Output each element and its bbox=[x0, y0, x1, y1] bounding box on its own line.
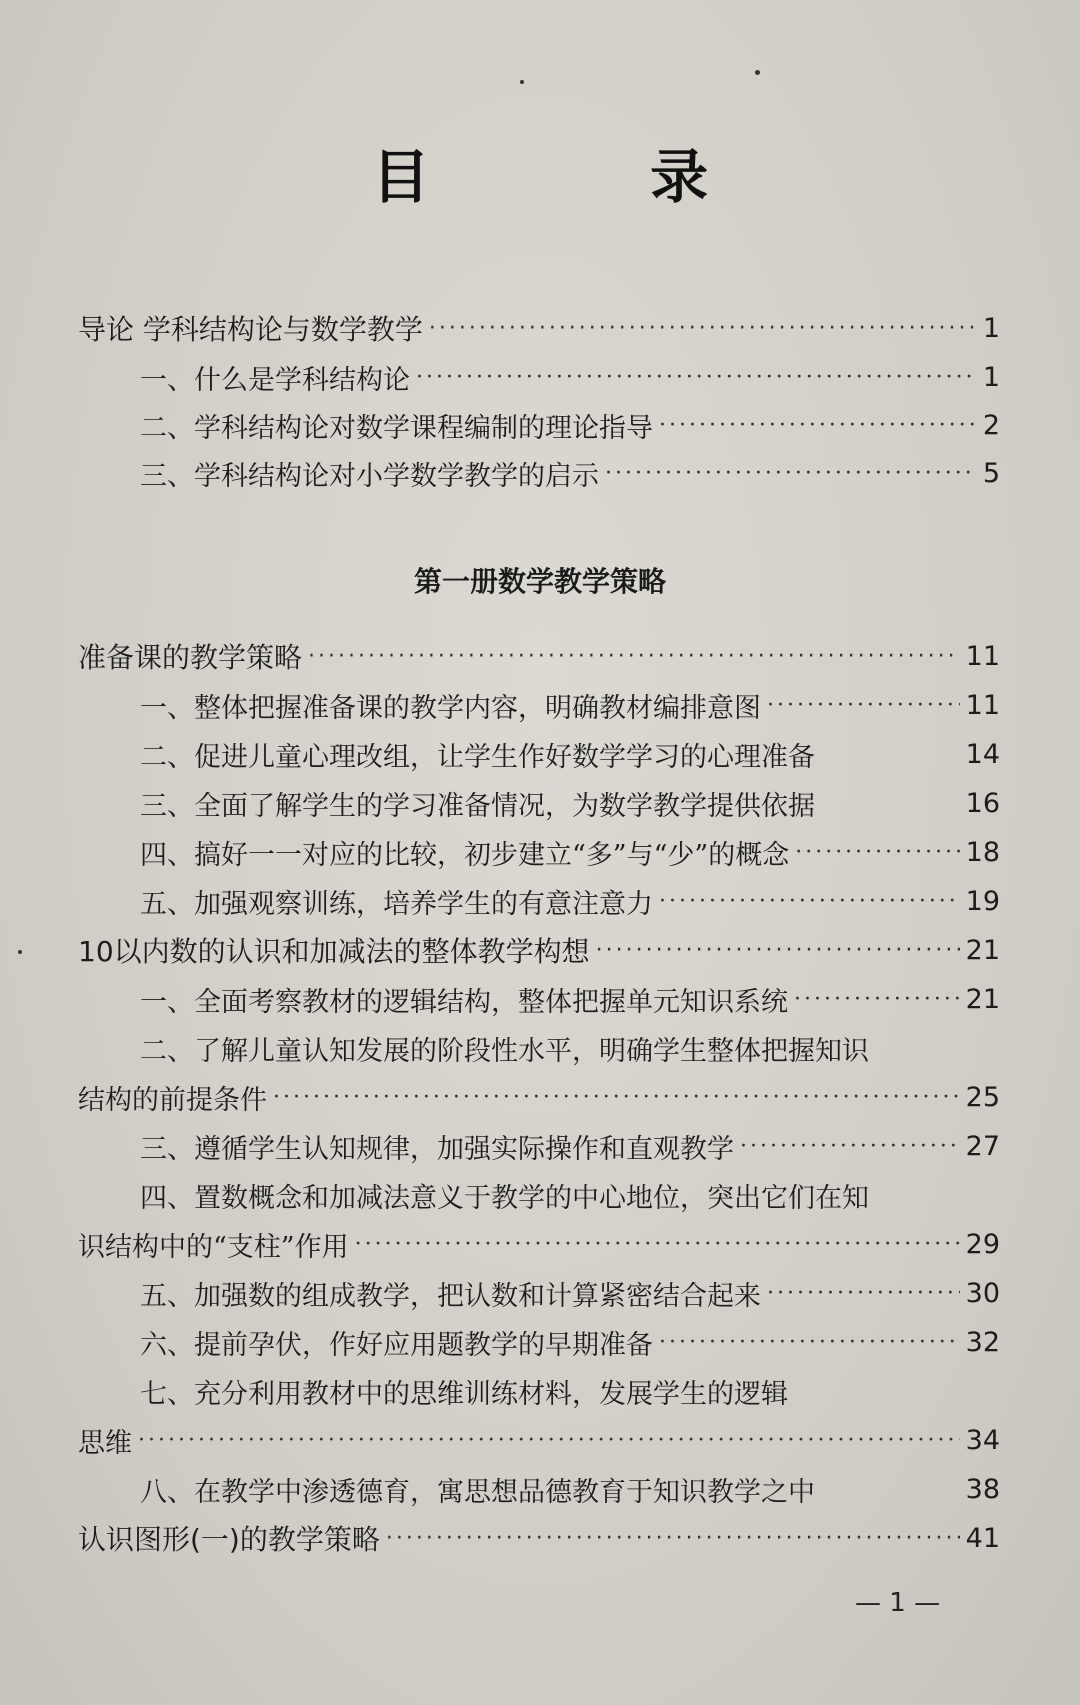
toc-entry-page: 1 bbox=[982, 361, 1000, 393]
toc-entry-page: 11 bbox=[965, 640, 1000, 672]
toc-entry-text: 一、全面考察教材的逻辑结构，整体把握单元知识系统 bbox=[140, 986, 788, 1018]
leader-dots bbox=[355, 1232, 960, 1257]
leader-dots bbox=[429, 316, 977, 341]
leader-dots bbox=[795, 840, 959, 865]
toc-entry-text: 二、了解儿童认知发展的阶段性水平，明确学生整体把握知识 bbox=[140, 1035, 869, 1067]
toc-entry-text: 二、学科结构论对数学课程编制的理论指导 bbox=[140, 412, 653, 444]
toc-entry-chapter bbox=[78, 928, 1000, 972]
toc-entry bbox=[78, 683, 1000, 727]
leader-dots bbox=[659, 413, 977, 438]
toc-entry bbox=[78, 1271, 1000, 1315]
toc-entry-page: 5 bbox=[982, 457, 1000, 489]
part-heading: 第一册数学教学策略 bbox=[413, 565, 666, 598]
toc-entry-page: 21 bbox=[965, 983, 1000, 1015]
toc-entry-text: 七、充分利用教材中的思维训练材料，发展学生的逻辑 bbox=[140, 1378, 788, 1410]
toc-entry-text: 识结构中的“支柱”作用 bbox=[78, 1231, 349, 1263]
toc-entry-text: 10以内数的认识和加减法的整体教学构想 bbox=[78, 935, 590, 968]
toc-entry-page: 41 bbox=[965, 1522, 1000, 1554]
toc-entry-text: 四、置数概念和加减法意义于教学的中心地位，突出它们在知 bbox=[140, 1182, 869, 1214]
leader-dots bbox=[605, 461, 977, 486]
toc-entry bbox=[78, 1124, 1000, 1168]
print-speck bbox=[755, 70, 760, 75]
toc-entry bbox=[78, 403, 1000, 447]
toc-entry-wrap-start bbox=[78, 1173, 1000, 1217]
toc-entry-text: 导论 学科结构论与数学教学 bbox=[78, 313, 423, 346]
toc-entry bbox=[78, 977, 1000, 1021]
toc-entry-text: 一、整体把握准备课的教学内容，明确教材编排意图 bbox=[140, 692, 761, 724]
toc-entry-text: 三、学科结构论对小学数学教学的启示 bbox=[140, 460, 599, 492]
toc-entry-page: 32 bbox=[965, 1326, 1000, 1358]
toc-entry-page: 21 bbox=[965, 934, 1000, 966]
toc-entry-text: 八、在教学中渗透德育，寓思想品德教育于知识教学之中 bbox=[140, 1476, 815, 1508]
toc-entry-page: 1 bbox=[982, 312, 1000, 344]
leader-dots bbox=[596, 938, 960, 963]
toc-entry-chapter bbox=[78, 1516, 1000, 1560]
toc-entry bbox=[78, 879, 1000, 923]
leader-dots bbox=[794, 987, 960, 1012]
toc-entry-text: 二、促进儿童心理改组，让学生作好数学学习的心理准备 bbox=[140, 741, 815, 773]
toc-entry-text: 六、提前孕伏，作好应用题教学的早期准备 bbox=[140, 1329, 653, 1361]
toc-entry-wrap-end bbox=[78, 1222, 1000, 1266]
toc-entry bbox=[78, 732, 1000, 776]
toc-entry-page: 16 bbox=[965, 787, 1000, 819]
toc-entry-page: 27 bbox=[965, 1130, 1000, 1162]
toc-entry-text: 结构的前提条件 bbox=[78, 1084, 267, 1116]
leader-dots bbox=[386, 1526, 960, 1551]
toc-entry bbox=[78, 355, 1000, 399]
toc-entry-page: 38 bbox=[965, 1473, 1000, 1505]
toc-entry-text: 四、搞好一一对应的比较，初步建立“多”与“少”的概念 bbox=[140, 839, 790, 871]
toc-entry-intro bbox=[78, 306, 1000, 350]
leader-dots bbox=[416, 365, 977, 390]
toc-entry bbox=[78, 781, 1000, 825]
toc-entry-wrap-start bbox=[78, 1026, 1000, 1070]
toc-entry bbox=[78, 830, 1000, 874]
toc-entry-text: 五、加强观察训练，培养学生的有意注意力 bbox=[140, 888, 653, 920]
leader-dots bbox=[138, 1428, 960, 1453]
leader-dots bbox=[740, 1134, 960, 1159]
page-number-footer: — 1 — bbox=[855, 1588, 941, 1618]
toc-entry-page: 11 bbox=[965, 689, 1000, 721]
toc-entry-page: 14 bbox=[965, 738, 1000, 770]
leader-dots bbox=[659, 889, 960, 914]
leader-dots bbox=[767, 693, 960, 718]
toc-entry-text: 三、全面了解学生的学习准备情况，为数学教学提供依据 bbox=[140, 790, 815, 822]
print-speck bbox=[18, 950, 22, 954]
toc-entry bbox=[78, 1467, 1000, 1511]
toc-entry-wrap-end bbox=[78, 1418, 1000, 1462]
toc-entry-page: 34 bbox=[965, 1424, 1000, 1456]
leader-dots bbox=[273, 1085, 960, 1110]
toc-entry-wrap-end bbox=[78, 1075, 1000, 1119]
toc-entry-page: 25 bbox=[965, 1081, 1000, 1113]
toc-entry bbox=[78, 451, 1000, 495]
leader-dots bbox=[308, 644, 960, 669]
toc-entry-chapter bbox=[78, 634, 1000, 678]
print-speck bbox=[520, 80, 524, 84]
toc-entry-text: 准备课的教学策略 bbox=[78, 641, 303, 674]
toc-entry-page: 2 bbox=[982, 409, 1000, 441]
leader-dots bbox=[659, 1330, 960, 1355]
toc-entry-text: 五、加强数的组成教学，把认数和计算紧密结合起来 bbox=[140, 1280, 761, 1312]
toc-entry-text: 一、什么是学科结构论 bbox=[140, 364, 410, 396]
toc-entry-text: 思维 bbox=[78, 1427, 132, 1459]
toc-entry-page: 19 bbox=[965, 885, 1000, 917]
toc-entry-page: 30 bbox=[965, 1277, 1000, 1309]
toc-entry-wrap-start bbox=[78, 1369, 1000, 1413]
leader-dots bbox=[767, 1281, 960, 1306]
toc-entry bbox=[78, 1320, 1000, 1364]
toc-entry-text: 三、遵循学生认知规律，加强实际操作和直观教学 bbox=[140, 1133, 734, 1165]
toc-entry-page: 29 bbox=[965, 1228, 1000, 1260]
toc-entry-page: 18 bbox=[965, 836, 1000, 868]
page-title: 目 录 bbox=[371, 143, 809, 211]
toc-entry-text: 认识图形(一)的教学策略 bbox=[78, 1523, 380, 1556]
